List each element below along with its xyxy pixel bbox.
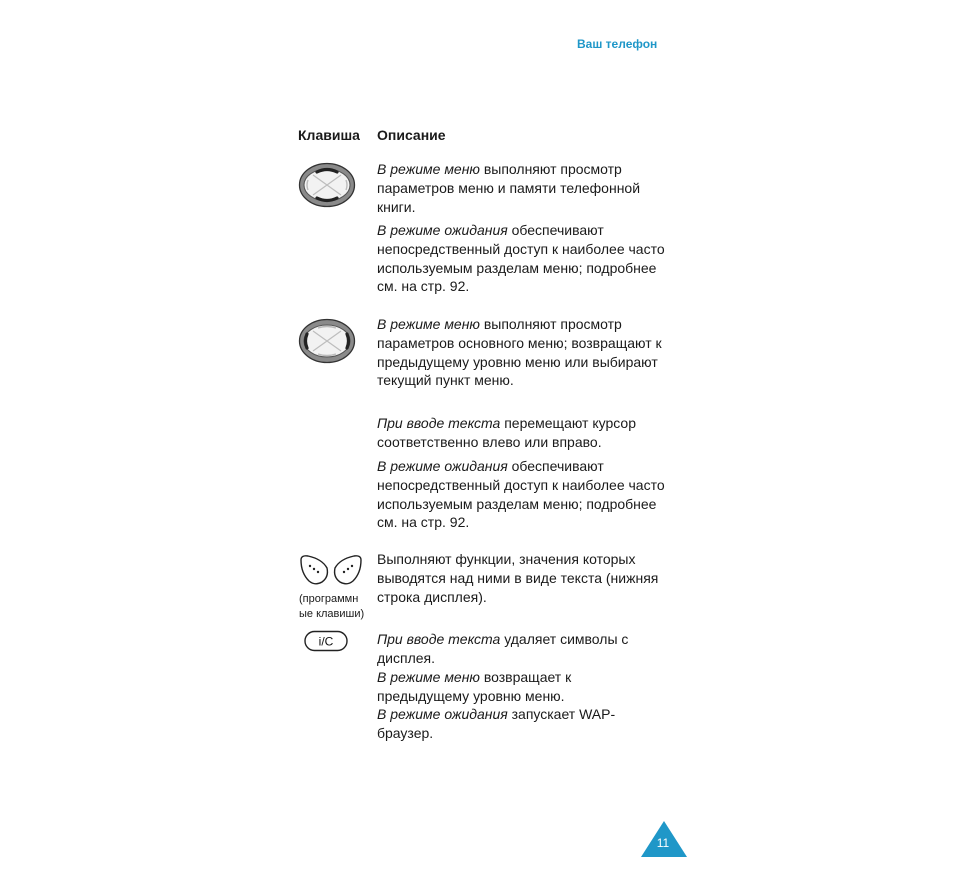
description-paragraph: [377, 550, 667, 606]
description-paragraph: [377, 457, 667, 532]
mode-label: При вводе текста: [377, 631, 501, 647]
mode-label: В режиме ожидания: [377, 706, 508, 722]
description-text: выполняют просмотр параметров меню и памяти телефонной книги.: [377, 161, 641, 215]
description-text: удаляет символы с дисплея.: [377, 631, 629, 666]
mode-label: В режиме ожидания: [377, 458, 508, 474]
column-header-description: Описание: [377, 127, 446, 143]
clear-key-label: i/C: [318, 634, 334, 649]
description-paragraph: [377, 668, 667, 706]
soft-keys-icon: [298, 553, 364, 587]
page-number: 11: [656, 836, 670, 850]
description-text: запускает WAP-браузер.: [377, 706, 616, 741]
mode-label: В режиме меню: [377, 316, 480, 332]
caption-line: ые клавиши): [299, 608, 365, 620]
description-text: Выполняют функции, значения которых выводятся над ними в виде текста (нижняя строка дисплея).: [377, 551, 659, 605]
description-paragraph: [377, 315, 667, 390]
description-paragraph: [377, 705, 667, 743]
soft-keys-caption: [299, 592, 364, 622]
clear-key-icon: [304, 630, 348, 652]
nav-leftright-key-icon: [298, 318, 356, 364]
description-text: обеспечивают непосредственный доступ к наиболее часто используемым разделам меню; подробнее см. на стр. 92.: [377, 222, 665, 295]
description-text: обеспечивают непосредственный доступ к наиболее часто используемым разделам меню; подробнее см. на стр. 92.: [377, 458, 665, 531]
caption-line: (программн: [299, 593, 359, 605]
description-paragraph: [377, 221, 667, 296]
description-paragraph: [377, 160, 667, 216]
description-text: перемещают курсор соответственно влево или вправо.: [377, 415, 636, 450]
description-paragraph: [377, 630, 667, 668]
column-header-key: Клавиша: [298, 127, 360, 143]
section-title: Ваш телефон: [577, 37, 658, 51]
description-text: выполняют просмотр параметров основного меню; возвращают к предыдущему уровню меню или выбирают текущий пункт меню.: [377, 316, 662, 389]
nav-updown-key-icon: [298, 162, 356, 208]
mode-label: В режиме меню: [377, 669, 480, 685]
mode-label: В режиме меню: [377, 161, 480, 177]
mode-label: При вводе текста: [377, 415, 501, 431]
mode-label: В режиме ожидания: [377, 222, 508, 238]
description-paragraph: [377, 414, 667, 452]
description-text: возвращает к предыдущему уровню меню.: [377, 669, 572, 704]
